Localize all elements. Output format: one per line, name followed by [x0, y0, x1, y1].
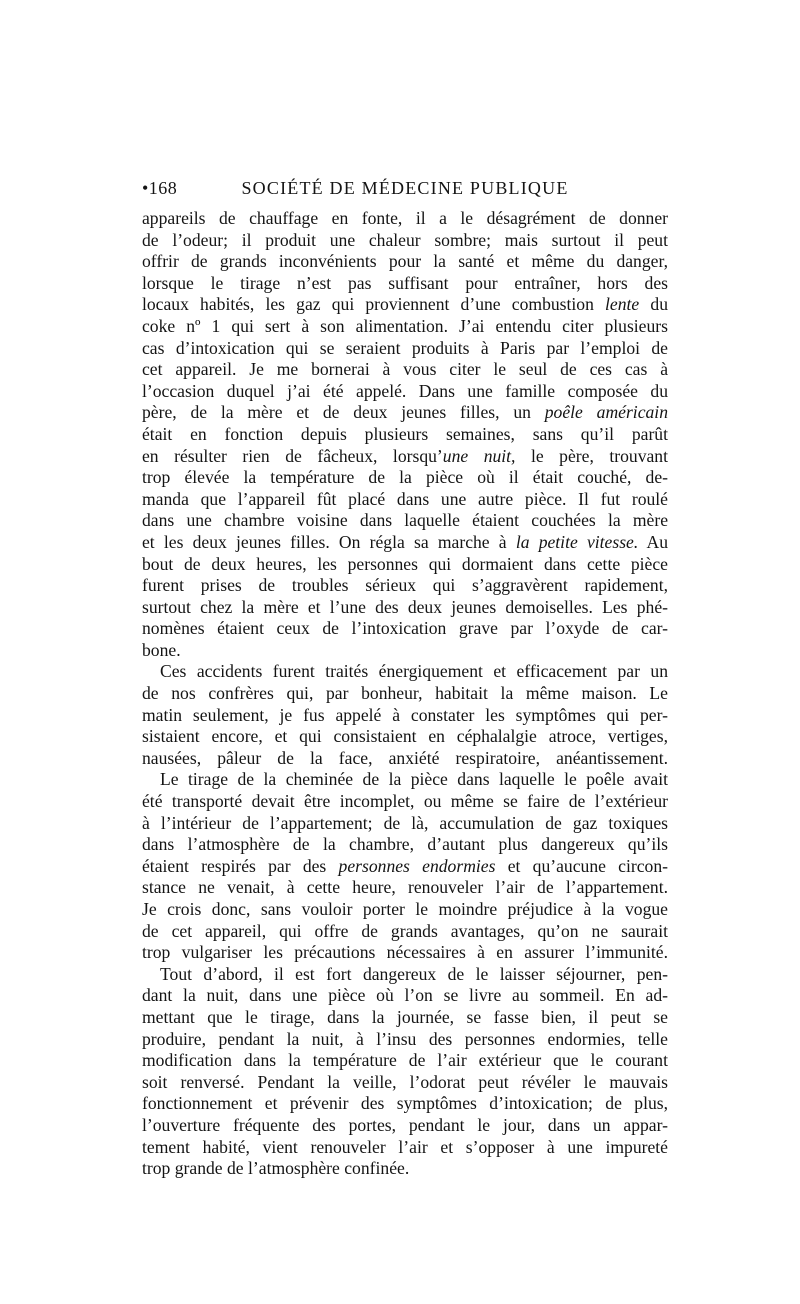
text-segment: dans une chambre voisine dans laquelle étaient couchées la mère: [142, 510, 668, 531]
text-line: [142, 705, 668, 727]
text-line: [142, 985, 668, 1007]
text-line: [142, 1158, 668, 1180]
text-line: [142, 230, 668, 252]
text-line: [142, 1050, 668, 1072]
text-segment: matin seulement, je fus appelé à constater les symptômes qui per-: [142, 704, 668, 725]
text-line: [142, 554, 668, 576]
text-segment: et les deux jeunes filles. On régla sa marche à: [142, 531, 516, 552]
text-segment: trop vulgariser les précautions nécessaires à en assurer l’immunité.: [142, 942, 668, 963]
text-segment: produire, pendant la nuit, à l’insu des personnes endormies, telle: [142, 1028, 668, 1049]
text-line: [142, 1007, 668, 1029]
text-line: [142, 683, 668, 705]
text-line: [142, 1137, 668, 1159]
italic-text: une nuit,: [442, 445, 516, 466]
text-line: [142, 446, 668, 468]
text-segment: appareils de chauffage en fonte, il a le désagrément de donner: [142, 208, 668, 228]
text-line: [142, 899, 668, 921]
text-segment: l’occasion duquel j’ai été appelé. Dans une famille composée du: [142, 380, 668, 401]
text-segment: l’ouverture fréquente des portes, pendant le jour, dans un appar-: [142, 1114, 668, 1135]
text-segment: et qu’aucune circon-: [495, 855, 668, 876]
text-line: [142, 532, 668, 554]
text-line: [142, 856, 668, 878]
text-line: [142, 834, 668, 856]
text-line: [142, 661, 668, 683]
italic-text: poêle américain: [544, 402, 668, 423]
body-text: [142, 208, 668, 1180]
text-segment: lorsque le tirage n’est pas suffisant pour entraîner, hors des: [142, 272, 668, 293]
text-segment: cas d’intoxication qui se seraient produits à Paris par l’emploi de: [142, 337, 668, 358]
text-line: [142, 1115, 668, 1137]
text-line: [142, 575, 668, 597]
text-line: [142, 877, 668, 899]
text-segment: locaux habités, les gaz qui proviennent d’une combustion: [142, 294, 606, 315]
text-segment: nausées, pâleur de la face, anxiété respiratoire, anéantissement.: [142, 747, 668, 768]
text-line: [142, 359, 668, 381]
text-segment: père, de la mère et de deux jeunes filles, un: [142, 402, 545, 423]
text-segment: dans l’atmosphère de la chambre, d’autant plus dangereux qu’ils: [142, 834, 668, 855]
text-segment: de l’odeur; il produit une chaleur sombre; mais surtout il peut: [142, 229, 668, 250]
text-segment: était en fonction depuis plusieurs semaines, sans qu’il parût: [142, 423, 668, 444]
text-line: [142, 921, 668, 943]
text-segment: à l’intérieur de l’appartement; de là, accumulation de gaz toxiques: [142, 812, 668, 833]
text-line: [142, 942, 668, 964]
text-segment: de nos confrères qui, par bonheur, habitait la même maison. Le: [142, 683, 668, 704]
text-segment: le père, trouvant: [515, 445, 668, 466]
text-segment: fonctionnement et prévenir des symptômes d’intoxication; de plus,: [142, 1093, 668, 1114]
italic-text: lente: [605, 294, 640, 315]
text-line: [142, 769, 668, 791]
text-segment: Au: [638, 531, 668, 552]
text-line: [142, 640, 668, 662]
text-line: [142, 813, 668, 835]
text-segment: trop grande de l’atmosphère confinée.: [142, 1158, 410, 1179]
text-line: [142, 316, 668, 338]
text-segment: stance ne venait, à cette heure, renouveler l’air de l’appartement.: [142, 877, 668, 898]
text-line: [142, 748, 668, 770]
text-line: [142, 402, 668, 424]
text-segment: été transporté devait être incomplet, ou même se faire de l’extérieur: [142, 791, 668, 812]
text-segment: furent prises de troubles sérieux qui s’aggravèrent rapidement,: [142, 575, 668, 596]
text-segment: modification dans la température de l’air extérieur que le courant: [142, 1050, 668, 1071]
text-segment: sistaient encore, et qui consistaient en céphalalgie atroce, vertiges,: [142, 726, 668, 747]
text-segment: étaient respirés par des: [142, 855, 339, 876]
text-line: [142, 726, 668, 748]
text-segment: trop élevée la température de la pièce où il était couché, de-: [142, 467, 668, 488]
text-segment: cet appareil. Je me bornerai à vous citer le seul de ces cas à: [142, 359, 668, 380]
text-line: [142, 381, 668, 403]
text-segment: coke nº 1 qui sert à son alimentation. J’ai entendu citer plusieurs: [142, 315, 668, 336]
text-segment: surtout chez la mère et l’une des deux jeunes demoiselles. Les phé-: [142, 596, 668, 617]
text-line: [142, 618, 668, 640]
text-line: [142, 1029, 668, 1051]
text-line: [142, 208, 668, 230]
italic-text: la petite vitesse.: [515, 531, 639, 552]
text-line: [142, 273, 668, 295]
text-line: [142, 597, 668, 619]
text-line: [142, 338, 668, 360]
page-number: •168: [142, 178, 178, 198]
text-segment: soit renversé. Pendant la veille, l’odorat peut révéler le mauvais: [142, 1071, 668, 1092]
text-line: [142, 964, 668, 986]
text-segment: Le tirage de la cheminée de la pièce dans laquelle le poêle avait: [160, 769, 668, 790]
page-header: [142, 178, 668, 204]
italic-text: personnes endormies: [338, 855, 496, 876]
text-line: [142, 510, 668, 532]
text-line: [142, 294, 668, 316]
running-head: SOCIÉTÉ DE MÉDECINE PUBLIQUE: [241, 178, 569, 198]
text-line: [142, 424, 668, 446]
text-segment: manda que l’appareil fût placé dans une autre pièce. Il fut roulé: [142, 488, 668, 509]
text-segment: nomènes étaient ceux de l’intoxication grave par l’oxyde de car-: [142, 618, 668, 639]
text-segment: Je crois donc, sans vouloir porter le moindre préjudice à la vogue: [142, 899, 668, 919]
text-line: [142, 1093, 668, 1115]
text-line: [142, 1072, 668, 1094]
text-segment: bout de deux heures, les personnes qui dormaient dans cette pièce: [142, 553, 668, 574]
text-line: [142, 791, 668, 813]
text-segment: mettant que le tirage, dans la journée, se fasse bien, il peut se: [142, 1006, 668, 1027]
text-segment: bone.: [142, 639, 181, 660]
text-segment: Tout d’abord, il est fort dangereux de le laisser séjourner, pen-: [160, 963, 668, 984]
text-line: [142, 489, 668, 511]
text-segment: Ces accidents furent traités énergiquement et efficacement par un: [160, 661, 668, 682]
text-segment: tement habité, vient renouveler l’air et s’opposer à une impureté: [142, 1136, 668, 1157]
text-line: [142, 251, 668, 273]
text-segment: en résulter rien de fâcheux, lorsqu’: [142, 445, 443, 466]
text-segment: de cet appareil, qui offre de grands avantages, qu’on ne saurait: [142, 920, 668, 941]
text-segment: du: [639, 294, 669, 315]
text-line: [142, 467, 668, 489]
text-segment: offrir de grands inconvénients pour la santé et même du danger,: [142, 251, 668, 272]
text-segment: dant la nuit, dans une pièce où l’on se livre au sommeil. En ad-: [142, 985, 668, 1006]
